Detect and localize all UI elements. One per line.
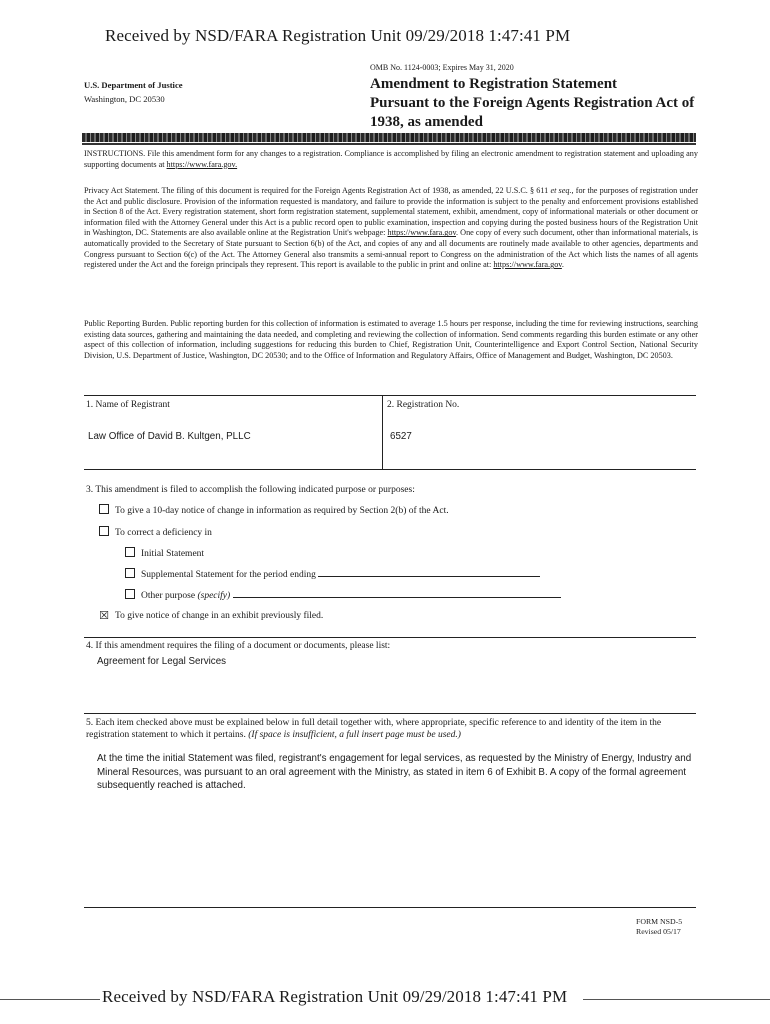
fara-link[interactable]: https://www.fara.gov. bbox=[166, 159, 238, 169]
checkbox-supplemental-statement[interactable] bbox=[125, 568, 135, 578]
option-exhibit-notice[interactable] bbox=[99, 611, 323, 621]
checkbox-correct-deficiency[interactable] bbox=[99, 526, 109, 536]
option-correct-deficiency-label: To correct a deficiency in bbox=[115, 528, 212, 538]
option-supplemental-statement-label: Supplemental Statement for the period ending bbox=[141, 570, 316, 580]
period-ending-field[interactable] bbox=[318, 576, 540, 577]
privacy-text-2: , for the purposes of registration under the Act and public disclosure. Provision of the information requested is mandatory, and failure to provide the information is subject to the penalty and enforcement provisions established in Section 8 of the Act. Every registration statement, short form registration statement, supplemental statement, exhibit, amendment, copy of informational materials or other document or information filed with the Attorney General under this Act is a public record open to public examination, inspection and copying during the posted business hours of the Registration Unit in Washington, DC. Statements are also available online at the Registration Unit's webpage: bbox=[84, 186, 698, 238]
instructions-paragraph bbox=[84, 149, 698, 170]
item-5-label bbox=[86, 717, 698, 741]
option-initial-statement[interactable] bbox=[125, 547, 204, 559]
item-4-top-rule bbox=[84, 637, 696, 638]
form-title-line-1: Amendment to Registration Statement bbox=[370, 76, 618, 92]
form-title bbox=[370, 75, 730, 132]
option-exhibit-notice-label: To give notice of change in an exhibit previously filed. bbox=[115, 611, 324, 621]
privacy-et-seq: et seq. bbox=[550, 186, 572, 195]
stamp-bottom-rule-left bbox=[0, 999, 100, 1000]
reporting-burden-paragraph: Public Reporting Burden. Public reporting burden for this collection of information is estimated to average 1.5 hours per response, including the time for reviewing instructions, searching existing data sources, gathering and maintaining the data needed, and completing and reviewing the collection of information. Send comments regarding this burden estimate or any other aspect of this collection of information, including suggestions for reducing this burden to Chief, Registration Unit, Counterintelligence and Export Control Section, National Security Division, U.S. Department of Justice, Washington, DC 20530; and to the Office of Information and Regulatory Affairs, Office of Management and Budget, Washington, DC 20503. bbox=[84, 319, 698, 360]
item-5-label-note: (If space is insufficient, a full insert page must be used.) bbox=[248, 730, 461, 740]
form-number: FORM NSD-5 bbox=[636, 917, 683, 926]
other-purpose-field[interactable] bbox=[233, 597, 561, 598]
item-2-label: 2. Registration No. bbox=[387, 400, 460, 410]
option-10-day-notice[interactable] bbox=[99, 504, 449, 516]
option-10-day-notice-label: To give a 10-day notice of change in information as required by Section 2(b) of the Act. bbox=[115, 506, 449, 516]
item-3-label: 3. This amendment is filed to accomplish the following indicated purpose or purposes: bbox=[86, 485, 415, 495]
checkbox-other-purpose[interactable] bbox=[125, 589, 135, 599]
privacy-act-paragraph bbox=[84, 186, 698, 271]
item-4-label: 4. If this amendment requires the filing of a document or documents, please list: bbox=[86, 641, 391, 651]
privacy-text-3: . One copy of every such document, other than informational materials, is automatically provided to the Secretary of State pursuant to Section 6(b) of the Act, and copies of any and all documents are routinely made available to other agencies, departments and Congress pursuant to Section 6(c) of the Act. The Attorney General also transmits a semi-annual report to Congress on the administration of the Act which lists the names of all agents registered under the Act and the foreign principals they represent. This report is available to the public in print and online at: bbox=[84, 228, 698, 270]
item-1-label: 1. Name of Registrant bbox=[86, 400, 170, 410]
form-title-line-3: 1938, as amended bbox=[370, 114, 483, 130]
form-revision: Revised 05/17 bbox=[636, 927, 681, 936]
option-other-purpose-specify: (specify) bbox=[197, 591, 231, 601]
documents-list-field[interactable]: Agreement for Legal Services bbox=[97, 656, 227, 667]
header-divider-band bbox=[82, 133, 696, 142]
item-5-top-rule bbox=[84, 713, 696, 714]
checkbox-initial-statement[interactable] bbox=[125, 547, 135, 557]
fara-webpage-link[interactable]: https://www.fara.gov bbox=[387, 228, 457, 238]
option-initial-statement-label: Initial Statement bbox=[141, 549, 205, 559]
checkbox-10-day-notice[interactable] bbox=[99, 504, 109, 514]
department-name: U.S. Department of Justice bbox=[84, 80, 183, 90]
received-stamp-top: Received by NSD/FARA Registration Unit 09/29/2018 1:47:41 PM bbox=[105, 26, 571, 45]
privacy-text-4: . bbox=[561, 260, 564, 270]
agency-block bbox=[84, 80, 183, 104]
option-supplemental-statement[interactable] bbox=[125, 568, 540, 580]
registration-number-field[interactable]: 6527 bbox=[390, 431, 412, 442]
option-correct-deficiency[interactable] bbox=[99, 526, 212, 538]
option-other-purpose-label: Other purpose bbox=[141, 591, 198, 601]
footer-rule bbox=[84, 907, 696, 908]
department-address: Washington, DC 20530 bbox=[84, 94, 165, 104]
header-divider-rule bbox=[82, 143, 696, 145]
item-box-top-rule bbox=[84, 395, 696, 396]
privacy-text-1: Privacy Act Statement. The filing of this document is required for the Foreign Agents Registration Act of 1938, as amended, 22 U.S.C. § 611 bbox=[84, 186, 551, 195]
item-box-divider bbox=[382, 395, 383, 469]
form-title-line-2: Pursuant to the Foreign Agents Registration Act of bbox=[370, 95, 695, 111]
received-stamp-bottom: Received by NSD/FARA Registration Unit 09/29/2018 1:47:41 PM bbox=[102, 987, 568, 1006]
omb-number: OMB No. 1124-0003; Expires May 31, 2020 bbox=[370, 63, 514, 72]
form-number-block bbox=[636, 917, 682, 937]
instructions-text: INSTRUCTIONS. File this amendment form for any changes to a registration. Compliance is accomplished by filing an electronic amendment to registration statement and uploading any supporting documents at bbox=[84, 149, 698, 169]
fara-report-link[interactable]: https://www.fara.gov bbox=[493, 260, 562, 270]
stamp-bottom-rule-right bbox=[583, 999, 770, 1000]
item-5-label-text: 5. Each item checked above must be explained below in full detail together with, where appropriate, specific reference to and identity of the item in the registration statement to which it pertains. bbox=[86, 718, 662, 740]
registrant-name-field[interactable]: Law Office of David B. Kultgen, PLLC bbox=[88, 431, 251, 442]
checkbox-exhibit-notice[interactable]: ☒ bbox=[99, 609, 109, 622]
option-other-purpose[interactable] bbox=[125, 589, 561, 601]
explanation-field[interactable]: At the time the initial Statement was filed, registrant's engagement for legal services, as requested by the Ministry of Energy, Industry and Mineral Resources, was pursuant to an oral agreement with the Ministry, as stated in item 6 of Exhibit B. A copy of the formal agreement subsequently reached is attached. bbox=[97, 753, 692, 791]
item-box-bottom-rule bbox=[84, 469, 696, 470]
